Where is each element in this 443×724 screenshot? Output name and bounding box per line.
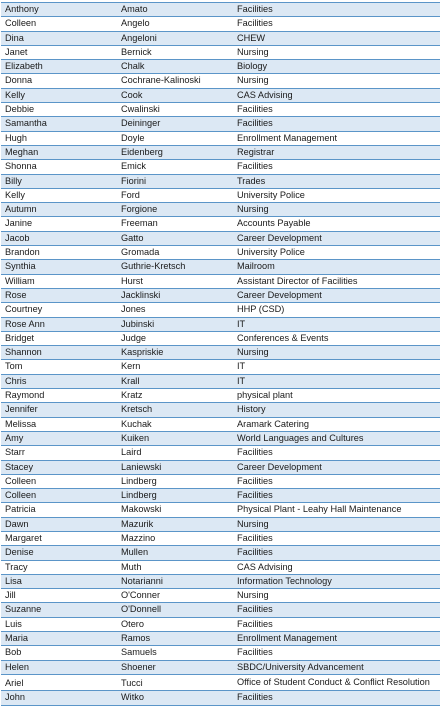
first-name-cell[interactable]: Colleen bbox=[1, 489, 117, 503]
table-row bbox=[1, 203, 440, 217]
table-row bbox=[1, 117, 440, 131]
department-cell[interactable]: HHP (CSD) bbox=[233, 303, 440, 317]
last-name-cell[interactable]: O'Conner bbox=[117, 589, 233, 603]
last-name-cell[interactable]: Kretsch bbox=[117, 403, 233, 417]
department-cell[interactable]: Facilities bbox=[233, 531, 440, 545]
table-row bbox=[1, 589, 440, 603]
first-name-cell[interactable]: Janine bbox=[1, 217, 117, 231]
department-cell[interactable]: Conferences & Events bbox=[233, 331, 440, 345]
first-name-cell[interactable]: Rose bbox=[1, 288, 117, 302]
first-name-cell[interactable]: Ariel bbox=[1, 674, 117, 690]
table-row bbox=[1, 145, 440, 159]
first-name-cell[interactable]: Maria bbox=[1, 632, 117, 646]
department-cell[interactable]: Nursing bbox=[233, 517, 440, 531]
first-name-cell[interactable]: Kelly bbox=[1, 188, 117, 202]
department-cell[interactable]: Enrollment Management bbox=[233, 131, 440, 145]
first-name-cell[interactable]: Lisa bbox=[1, 574, 117, 588]
last-name-cell[interactable]: Kuiken bbox=[117, 431, 233, 445]
table-row bbox=[1, 246, 440, 260]
table-row bbox=[1, 260, 440, 274]
first-name-cell[interactable]: Amy bbox=[1, 431, 117, 445]
first-name-cell[interactable]: Luis bbox=[1, 617, 117, 631]
table-row bbox=[1, 103, 440, 117]
last-name-cell[interactable]: Laird bbox=[117, 446, 233, 460]
last-name-cell[interactable]: Hurst bbox=[117, 274, 233, 288]
last-name-cell[interactable]: Jacklinski bbox=[117, 288, 233, 302]
first-name-cell[interactable]: Anthony bbox=[1, 3, 117, 17]
table-row bbox=[1, 160, 440, 174]
first-name-cell[interactable]: Melissa bbox=[1, 417, 117, 431]
last-name-cell[interactable]: Kratz bbox=[117, 389, 233, 403]
staff-table bbox=[1, 2, 440, 706]
table-row bbox=[1, 603, 440, 617]
department-cell[interactable]: Nursing bbox=[233, 346, 440, 360]
first-name-cell[interactable]: Dawn bbox=[1, 517, 117, 531]
last-name-cell[interactable]: Chalk bbox=[117, 60, 233, 74]
department-cell[interactable]: Assistant Director of Facilities bbox=[233, 274, 440, 288]
table-row bbox=[1, 431, 440, 445]
last-name-cell[interactable]: Cwalinski bbox=[117, 103, 233, 117]
department-cell[interactable]: Office of Student Conduct & Conflict Resolution bbox=[233, 674, 440, 690]
first-name-cell[interactable]: Bob bbox=[1, 646, 117, 660]
first-name-cell[interactable]: Billy bbox=[1, 174, 117, 188]
table-row bbox=[1, 646, 440, 660]
department-cell[interactable]: Physical Plant - Leahy Hall Maintenance bbox=[233, 503, 440, 517]
first-name-cell[interactable]: Chris bbox=[1, 374, 117, 388]
last-name-cell[interactable]: Cochrane-Kalinoski bbox=[117, 74, 233, 88]
department-cell[interactable]: Facilities bbox=[233, 160, 440, 174]
last-name-cell[interactable]: Ramos bbox=[117, 632, 233, 646]
table-row bbox=[1, 3, 440, 17]
department-cell[interactable]: Facilities bbox=[233, 646, 440, 660]
department-cell[interactable]: Facilities bbox=[233, 103, 440, 117]
department-cell[interactable]: Career Development bbox=[233, 231, 440, 245]
department-cell[interactable]: World Languages and Cultures bbox=[233, 431, 440, 445]
first-name-cell[interactable]: Suzanne bbox=[1, 603, 117, 617]
first-name-cell[interactable]: Jennifer bbox=[1, 403, 117, 417]
department-cell[interactable]: Facilities bbox=[233, 546, 440, 560]
department-cell[interactable]: CAS Advising bbox=[233, 560, 440, 574]
first-name-cell[interactable]: Donna bbox=[1, 74, 117, 88]
first-name-cell[interactable]: Jacob bbox=[1, 231, 117, 245]
table-row bbox=[1, 617, 440, 631]
table-row bbox=[1, 446, 440, 460]
department-cell[interactable]: Facilities bbox=[233, 474, 440, 488]
table-row bbox=[1, 474, 440, 488]
department-cell[interactable]: Enrollment Management bbox=[233, 632, 440, 646]
last-name-cell[interactable]: Muth bbox=[117, 560, 233, 574]
first-name-cell[interactable]: Colleen bbox=[1, 474, 117, 488]
department-cell[interactable]: SBDC/University Advancement bbox=[233, 660, 440, 674]
department-cell[interactable]: Mailroom bbox=[233, 260, 440, 274]
department-cell[interactable]: University Police bbox=[233, 246, 440, 260]
last-name-cell[interactable]: Angeloni bbox=[117, 31, 233, 45]
last-name-cell[interactable]: Makowski bbox=[117, 503, 233, 517]
first-name-cell[interactable]: Autumn bbox=[1, 203, 117, 217]
first-name-cell[interactable]: Janet bbox=[1, 45, 117, 59]
last-name-cell[interactable]: Gromada bbox=[117, 246, 233, 260]
table-row bbox=[1, 560, 440, 574]
last-name-cell[interactable]: Fiorini bbox=[117, 174, 233, 188]
last-name-cell[interactable]: Ford bbox=[117, 188, 233, 202]
table-row bbox=[1, 188, 440, 202]
table-row bbox=[1, 217, 440, 231]
last-name-cell[interactable]: Mazzino bbox=[117, 531, 233, 545]
first-name-cell[interactable]: Elizabeth bbox=[1, 60, 117, 74]
spreadsheet bbox=[1, 2, 440, 706]
table-row bbox=[1, 31, 440, 45]
last-name-cell[interactable]: Guthrie-Kretsch bbox=[117, 260, 233, 274]
department-cell[interactable]: Trades bbox=[233, 174, 440, 188]
table-row bbox=[1, 374, 440, 388]
last-name-cell[interactable]: O'Donnell bbox=[117, 603, 233, 617]
first-name-cell[interactable]: Brandon bbox=[1, 246, 117, 260]
last-name-cell[interactable]: Deininger bbox=[117, 117, 233, 131]
first-name-cell[interactable]: Starr bbox=[1, 446, 117, 460]
department-cell[interactable]: Information Technology bbox=[233, 574, 440, 588]
department-cell[interactable]: Registrar bbox=[233, 145, 440, 159]
last-name-cell[interactable]: Amato bbox=[117, 3, 233, 17]
department-cell[interactable]: Facilities bbox=[233, 117, 440, 131]
table-row bbox=[1, 317, 440, 331]
department-cell[interactable]: Nursing bbox=[233, 589, 440, 603]
last-name-cell[interactable]: Judge bbox=[117, 331, 233, 345]
department-cell[interactable]: Biology bbox=[233, 60, 440, 74]
department-cell[interactable]: Facilities bbox=[233, 691, 440, 705]
first-name-cell[interactable]: Hugh bbox=[1, 131, 117, 145]
last-name-cell[interactable]: Lindberg bbox=[117, 489, 233, 503]
first-name-cell[interactable]: Stacey bbox=[1, 460, 117, 474]
first-name-cell[interactable]: John bbox=[1, 691, 117, 705]
department-cell[interactable]: Career Development bbox=[233, 460, 440, 474]
first-name-cell[interactable]: Samantha bbox=[1, 117, 117, 131]
department-cell[interactable]: Facilities bbox=[233, 617, 440, 631]
first-name-cell[interactable]: Dina bbox=[1, 31, 117, 45]
department-cell[interactable]: Aramark Catering bbox=[233, 417, 440, 431]
table-row bbox=[1, 131, 440, 145]
department-cell[interactable]: Facilities bbox=[233, 17, 440, 31]
last-name-cell[interactable]: Tucci bbox=[117, 674, 233, 690]
table-row bbox=[1, 660, 440, 674]
first-name-cell[interactable]: Denise bbox=[1, 546, 117, 560]
table-row bbox=[1, 632, 440, 646]
table-row bbox=[1, 460, 440, 474]
department-cell[interactable]: IT bbox=[233, 360, 440, 374]
department-cell[interactable]: IT bbox=[233, 317, 440, 331]
table-row bbox=[1, 60, 440, 74]
table-row bbox=[1, 531, 440, 545]
table-row bbox=[1, 417, 440, 431]
last-name-cell[interactable]: Mullen bbox=[117, 546, 233, 560]
first-name-cell[interactable]: Bridget bbox=[1, 331, 117, 345]
first-name-cell[interactable]: Rose Ann bbox=[1, 317, 117, 331]
table-row bbox=[1, 346, 440, 360]
last-name-cell[interactable]: Doyle bbox=[117, 131, 233, 145]
first-name-cell[interactable]: Debbie bbox=[1, 103, 117, 117]
table-row bbox=[1, 546, 440, 560]
department-cell[interactable]: Nursing bbox=[233, 45, 440, 59]
last-name-cell[interactable]: Emick bbox=[117, 160, 233, 174]
first-name-cell[interactable]: Helen bbox=[1, 660, 117, 674]
last-name-cell[interactable]: Samuels bbox=[117, 646, 233, 660]
first-name-cell[interactable]: Patricia bbox=[1, 503, 117, 517]
last-name-cell[interactable]: Shoener bbox=[117, 660, 233, 674]
department-cell[interactable]: Nursing bbox=[233, 203, 440, 217]
table-row bbox=[1, 303, 440, 317]
table-row bbox=[1, 74, 440, 88]
department-cell[interactable]: Accounts Payable bbox=[233, 217, 440, 231]
table-row bbox=[1, 489, 440, 503]
first-name-cell[interactable]: Jill bbox=[1, 589, 117, 603]
first-name-cell[interactable]: Colleen bbox=[1, 17, 117, 31]
department-cell[interactable]: Facilities bbox=[233, 446, 440, 460]
department-cell[interactable]: History bbox=[233, 403, 440, 417]
first-name-cell[interactable]: Tom bbox=[1, 360, 117, 374]
last-name-cell[interactable]: Jubinski bbox=[117, 317, 233, 331]
department-cell[interactable]: University Police bbox=[233, 188, 440, 202]
first-name-cell[interactable]: Courtney bbox=[1, 303, 117, 317]
table-row bbox=[1, 274, 440, 288]
first-name-cell[interactable]: Shonna bbox=[1, 160, 117, 174]
last-name-cell[interactable]: Kuchak bbox=[117, 417, 233, 431]
first-name-cell[interactable]: Meghan bbox=[1, 145, 117, 159]
table-row bbox=[1, 88, 440, 102]
staff-table-body bbox=[1, 3, 440, 706]
department-cell[interactable]: Facilities bbox=[233, 3, 440, 17]
table-row bbox=[1, 360, 440, 374]
first-name-cell[interactable]: Kelly bbox=[1, 88, 117, 102]
table-row bbox=[1, 17, 440, 31]
last-name-cell[interactable]: Bernick bbox=[117, 45, 233, 59]
first-name-cell[interactable]: Shannon bbox=[1, 346, 117, 360]
table-row bbox=[1, 288, 440, 302]
table-row bbox=[1, 389, 440, 403]
last-name-cell[interactable]: Angelo bbox=[117, 17, 233, 31]
last-name-cell[interactable]: Freeman bbox=[117, 217, 233, 231]
last-name-cell[interactable]: Mazurik bbox=[117, 517, 233, 531]
table-row bbox=[1, 45, 440, 59]
department-cell[interactable]: Nursing bbox=[233, 74, 440, 88]
department-cell[interactable]: CHEW bbox=[233, 31, 440, 45]
table-row bbox=[1, 331, 440, 345]
last-name-cell[interactable]: Lindberg bbox=[117, 474, 233, 488]
department-cell[interactable]: Facilities bbox=[233, 603, 440, 617]
last-name-cell[interactable]: Gatto bbox=[117, 231, 233, 245]
table-row bbox=[1, 674, 440, 690]
last-name-cell[interactable]: Notarianni bbox=[117, 574, 233, 588]
last-name-cell[interactable]: Otero bbox=[117, 617, 233, 631]
table-row bbox=[1, 403, 440, 417]
last-name-cell[interactable]: Kaspriskie bbox=[117, 346, 233, 360]
department-cell[interactable]: CAS Advising bbox=[233, 88, 440, 102]
department-cell[interactable]: physical plant bbox=[233, 389, 440, 403]
table-row bbox=[1, 174, 440, 188]
table-row bbox=[1, 503, 440, 517]
first-name-cell[interactable]: Raymond bbox=[1, 389, 117, 403]
last-name-cell[interactable]: Jones bbox=[117, 303, 233, 317]
department-cell[interactable]: IT bbox=[233, 374, 440, 388]
first-name-cell[interactable]: Tracy bbox=[1, 560, 117, 574]
last-name-cell[interactable]: Krall bbox=[117, 374, 233, 388]
department-cell[interactable]: Career Development bbox=[233, 288, 440, 302]
last-name-cell[interactable]: Kern bbox=[117, 360, 233, 374]
table-row bbox=[1, 231, 440, 245]
table-row bbox=[1, 574, 440, 588]
last-name-cell[interactable]: Forgione bbox=[117, 203, 233, 217]
table-row bbox=[1, 691, 440, 705]
last-name-cell[interactable]: Witko bbox=[117, 691, 233, 705]
last-name-cell[interactable]: Eidenberg bbox=[117, 145, 233, 159]
department-cell[interactable]: Facilities bbox=[233, 489, 440, 503]
first-name-cell[interactable]: Synthia bbox=[1, 260, 117, 274]
table-row bbox=[1, 517, 440, 531]
first-name-cell[interactable]: William bbox=[1, 274, 117, 288]
last-name-cell[interactable]: Cook bbox=[117, 88, 233, 102]
last-name-cell[interactable]: Laniewski bbox=[117, 460, 233, 474]
first-name-cell[interactable]: Margaret bbox=[1, 531, 117, 545]
